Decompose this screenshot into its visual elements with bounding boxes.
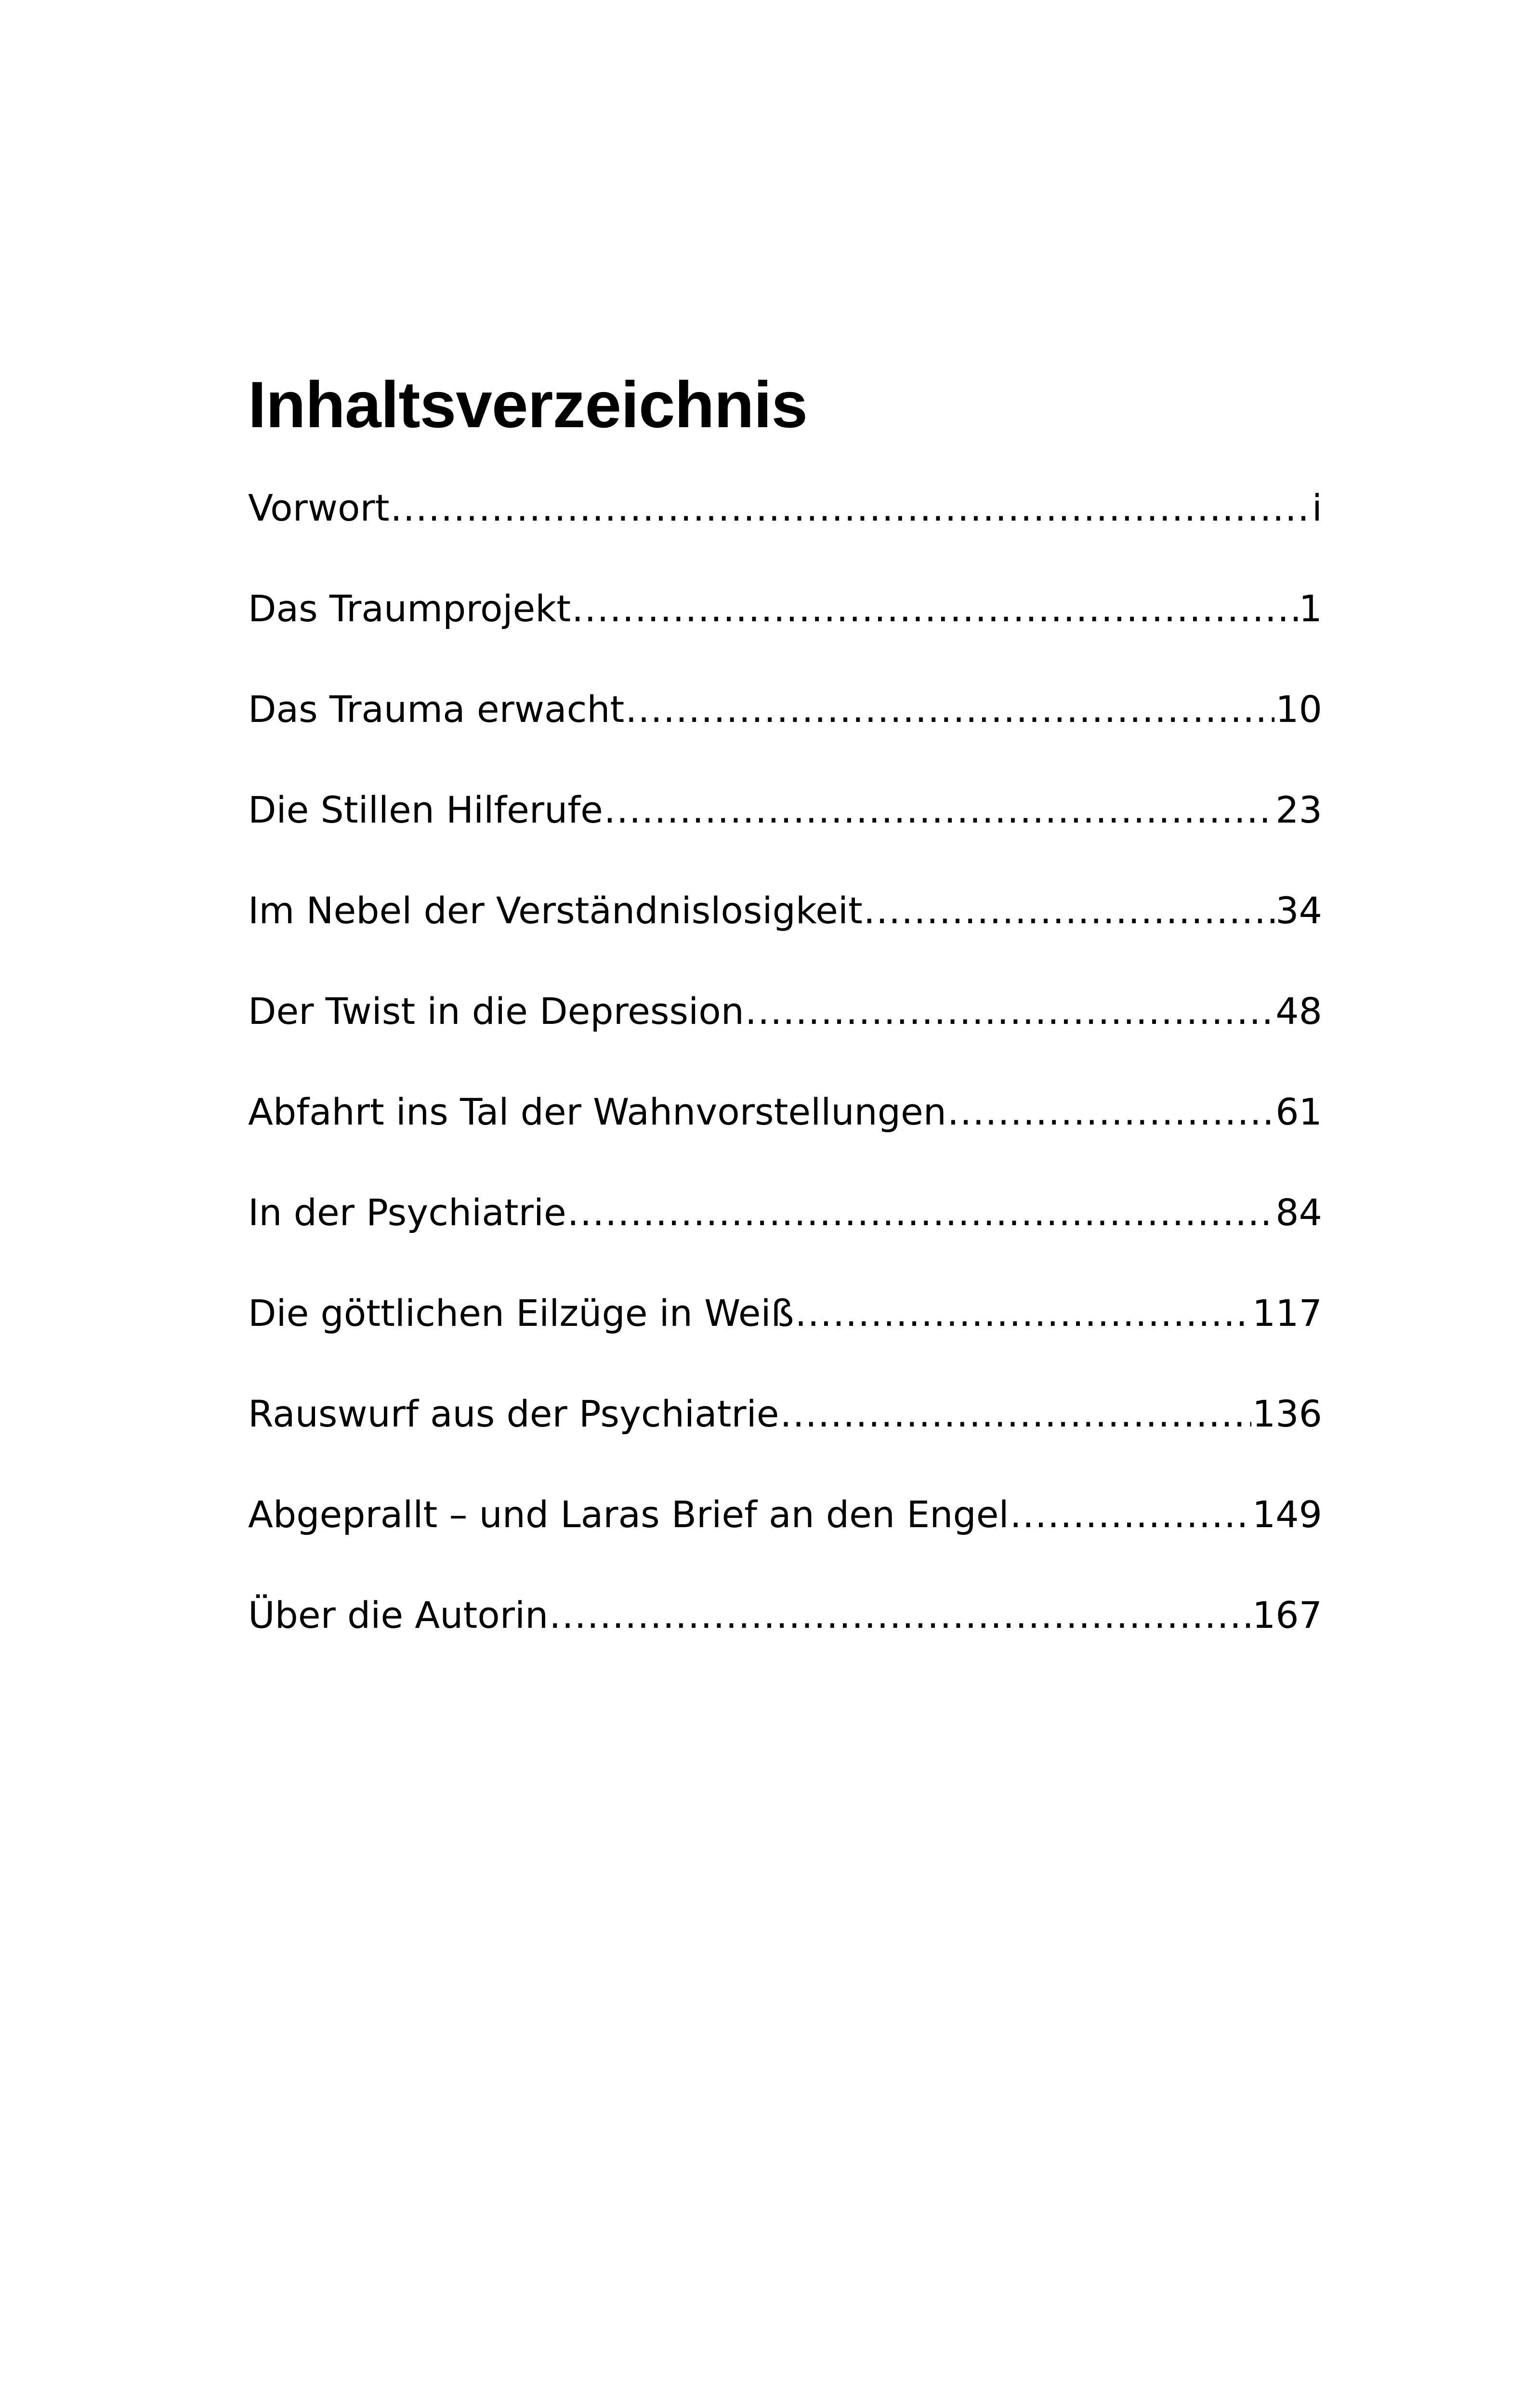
toc-list — [248, 477, 1322, 1685]
toc-entry-page-number: i — [1312, 486, 1322, 529]
toc-entry-in-der-psychiatrie — [248, 1181, 1322, 1282]
toc-entry-die-stillen-hilferufe — [248, 779, 1322, 879]
toc-entry-page-number: 61 — [1275, 1090, 1322, 1133]
toc-entry-page-number: 117 — [1252, 1292, 1322, 1335]
toc-entry-page-number: 84 — [1275, 1191, 1322, 1234]
toc-entry-rauswurf — [248, 1383, 1322, 1483]
toc-entry-abgeprallt — [248, 1483, 1322, 1584]
toc-entry-page-number: 10 — [1275, 688, 1322, 731]
toc-entry-der-twist — [248, 980, 1322, 1081]
toc-entry-das-traumprojekt — [248, 577, 1322, 678]
toc-entry-title: Abgeprallt – und Laras Brief an den Engel — [248, 1493, 1009, 1536]
dot-leader — [947, 1081, 1274, 1143]
toc-entry-abfahrt — [248, 1081, 1322, 1181]
toc-entry-eilzuege — [248, 1282, 1322, 1383]
toc-entry-page-number: 34 — [1275, 889, 1322, 932]
toc-entry-title: Über die Autorin — [248, 1594, 549, 1636]
dot-leader — [745, 980, 1274, 1043]
toc-entry-page-number: 167 — [1252, 1594, 1322, 1636]
dot-leader — [625, 678, 1274, 741]
toc-entry-vorwort — [248, 477, 1322, 577]
dot-leader — [572, 577, 1298, 640]
toc-entry-page-number: 23 — [1275, 788, 1322, 831]
toc-title: Inhaltsverzeichnis — [248, 368, 808, 441]
dot-leader — [604, 779, 1274, 841]
toc-entry-im-nebel — [248, 879, 1322, 980]
dot-leader — [864, 879, 1274, 942]
toc-entry-das-trauma-erwacht — [248, 678, 1322, 779]
dot-leader — [795, 1282, 1251, 1345]
toc-entry-page-number: 1 — [1299, 587, 1322, 630]
toc-entry-title: Vorwort — [248, 486, 390, 529]
toc-entry-title: Das Trauma erwacht — [248, 688, 625, 731]
dot-leader — [549, 1584, 1251, 1647]
toc-entry-page-number: 149 — [1252, 1493, 1322, 1536]
toc-entry-title: Im Nebel der Verständnislosigkeit — [248, 889, 863, 932]
toc-entry-title: Rauswurf aus der Psychiatrie — [248, 1392, 779, 1435]
dot-leader — [391, 477, 1311, 539]
toc-entry-title: In der Psychiatrie — [248, 1191, 566, 1234]
toc-entry-title: Abfahrt ins Tal der Wahnvorstellungen — [248, 1090, 946, 1133]
dot-leader — [567, 1181, 1275, 1244]
dot-leader — [780, 1383, 1251, 1445]
dot-leader — [1010, 1483, 1251, 1546]
toc-entry-page-number: 136 — [1252, 1392, 1322, 1435]
toc-entry-title: Das Traumprojekt — [248, 587, 571, 630]
toc-entry-title: Die göttlichen Eilzüge in Weiß — [248, 1292, 794, 1335]
toc-entry-title: Der Twist in die Depression — [248, 990, 744, 1033]
toc-entry-page-number: 48 — [1275, 990, 1322, 1033]
toc-entry-title: Die Stillen Hilferufe — [248, 788, 603, 831]
toc-entry-ueber-die-autorin — [248, 1584, 1322, 1685]
